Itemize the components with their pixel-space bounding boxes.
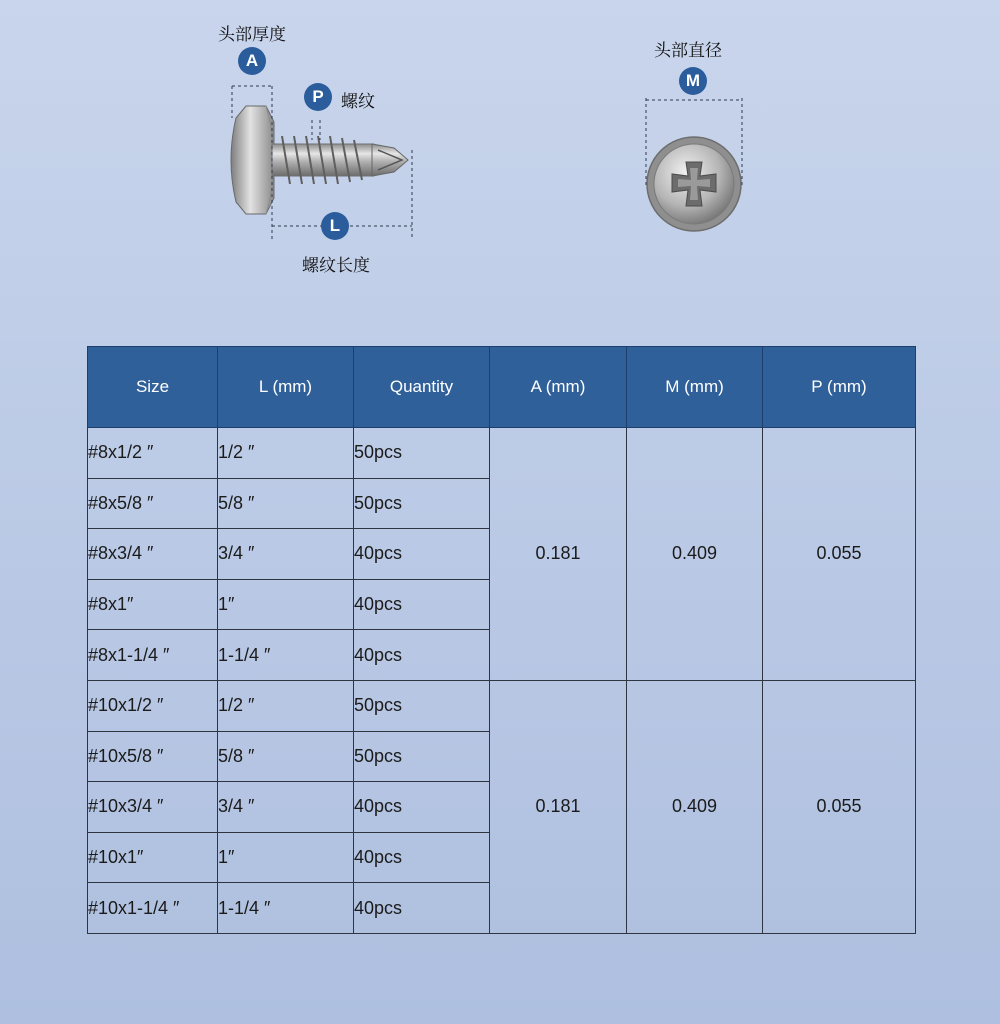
header-a: A (mm)	[490, 347, 627, 428]
head-diameter-badge: M	[679, 67, 707, 95]
screw-head-top-view	[647, 137, 741, 231]
length-cell: 1-1/4 ″	[218, 630, 354, 681]
quantity-cell: 40pcs	[354, 782, 490, 833]
thread-length-badge: L	[321, 212, 349, 240]
thread-length-label: 螺纹长度	[302, 256, 370, 276]
table-row	[88, 428, 916, 479]
quantity-cell: 50pcs	[354, 478, 490, 529]
quantity-cell: 40pcs	[354, 579, 490, 630]
quantity-cell: 50pcs	[354, 731, 490, 782]
quantity-cell: 40pcs	[354, 832, 490, 883]
a-cell: 0.181	[490, 680, 627, 933]
length-cell: 3/4 ″	[218, 782, 354, 833]
quantity-cell: 40pcs	[354, 630, 490, 681]
size-cell: #8x3/4 ″	[88, 529, 218, 580]
m-cell: 0.409	[627, 428, 763, 681]
quantity-cell: 50pcs	[354, 680, 490, 731]
size-cell: #10x3/4 ″	[88, 782, 218, 833]
header-length: L (mm)	[218, 347, 354, 428]
p-cell: 0.055	[763, 680, 916, 933]
length-cell: 1″	[218, 579, 354, 630]
size-cell: #8x1″	[88, 579, 218, 630]
length-cell: 5/8 ″	[218, 478, 354, 529]
quantity-cell: 40pcs	[354, 883, 490, 934]
quantity-cell: 40pcs	[354, 529, 490, 580]
p-cell: 0.055	[763, 428, 916, 681]
thread-label: 螺纹	[341, 92, 375, 112]
head-thickness-badge: A	[238, 47, 266, 75]
head-diameter-label: 头部直径	[654, 41, 722, 61]
length-cell: 3/4 ″	[218, 529, 354, 580]
header-m: M (mm)	[627, 347, 763, 428]
length-cell: 1/2 ″	[218, 680, 354, 731]
specification-table	[87, 346, 916, 934]
header-p: P (mm)	[763, 347, 916, 428]
size-cell: #10x1/2 ″	[88, 680, 218, 731]
size-cell: #8x5/8 ″	[88, 478, 218, 529]
quantity-cell: 50pcs	[354, 428, 490, 479]
header-size: Size	[88, 347, 218, 428]
m-cell: 0.409	[627, 680, 763, 933]
size-cell: #10x1″	[88, 832, 218, 883]
table-header-row	[88, 347, 916, 428]
size-cell: #8x1-1/4 ″	[88, 630, 218, 681]
table-row	[88, 680, 916, 731]
length-cell: 5/8 ″	[218, 731, 354, 782]
length-cell: 1-1/4 ″	[218, 883, 354, 934]
head-thickness-label: 头部厚度	[218, 25, 286, 45]
screw-dimension-diagram	[0, 0, 1000, 290]
size-cell: #10x5/8 ″	[88, 731, 218, 782]
length-cell: 1/2 ″	[218, 428, 354, 479]
size-cell: #10x1-1/4 ″	[88, 883, 218, 934]
header-quantity: Quantity	[354, 347, 490, 428]
a-cell: 0.181	[490, 428, 627, 681]
screw-illustration	[0, 0, 1000, 290]
thread-badge: P	[304, 83, 332, 111]
length-cell: 1″	[218, 832, 354, 883]
size-cell: #8x1/2 ″	[88, 428, 218, 479]
